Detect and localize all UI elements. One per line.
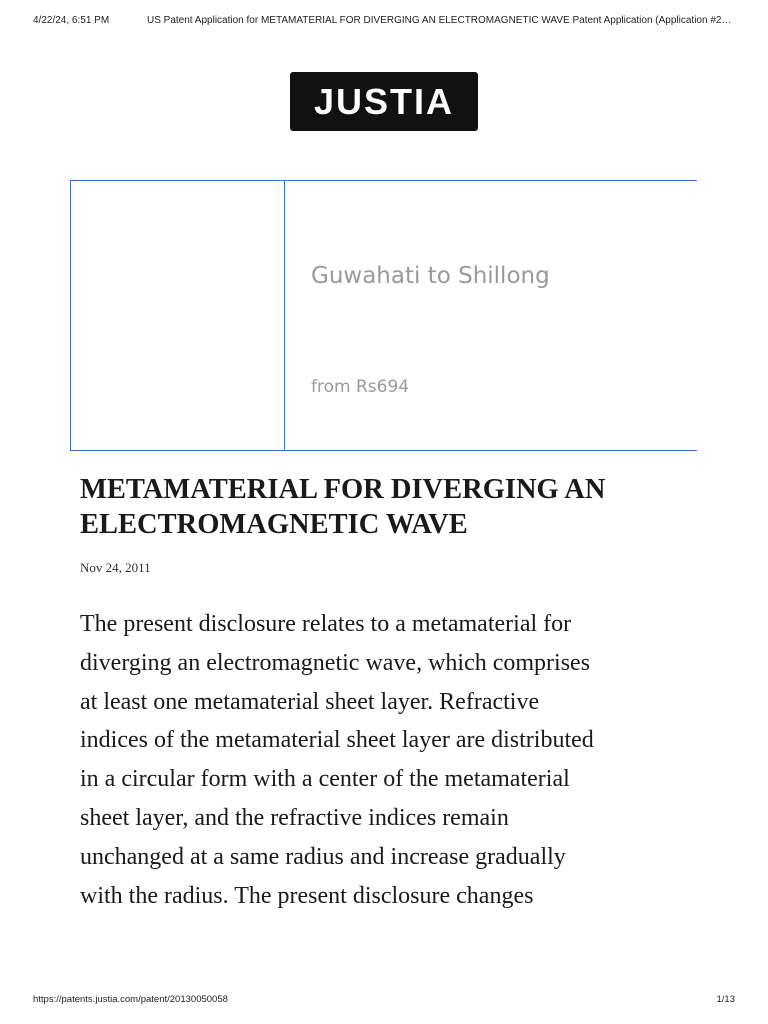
ad-route-text: Guwahati to Shillong [311, 263, 550, 289]
patent-abstract [80, 605, 700, 915]
abstract-line: indices of the metamaterial sheet layer are distributed [80, 727, 594, 754]
patent-date: Nov 24, 2011 [80, 560, 151, 575]
abstract-line: The present disclosure relates to a metamaterial for [80, 611, 572, 637]
patent-title-line: ELECTROMAGNETIC WAVE [80, 509, 468, 540]
print-footer [33, 994, 735, 1008]
print-page-number: 1/13 [716, 994, 735, 1005]
print-url: https://patents.justia.com/patent/20130050058 [33, 994, 228, 1005]
abstract-line: unchanged at a same radius and increase gradually [80, 843, 566, 870]
abstract-line: sheet layer, and the refractive indices remain [80, 804, 509, 831]
advertisement[interactable] [70, 180, 697, 451]
print-document-title: US Patent Application for METAMATERIAL FOR DIVERGING AN ELECTROMAGNETIC WAVE Patent Application (Application #2… [147, 15, 732, 26]
abstract-line: with the radius. The present disclosure changes [80, 882, 534, 909]
abstract-line: diverging an electromagnetic wave, which comprises [80, 649, 591, 676]
print-header [33, 15, 735, 31]
patent-title-line: METAMATERIAL FOR DIVERGING AN [80, 474, 606, 505]
print-timestamp: 4/22/24, 6:51 PM [33, 15, 110, 26]
justia-logo[interactable]: JUSTIA [290, 72, 478, 131]
abstract-line: in a circular form with a center of the metamaterial [80, 766, 570, 793]
ad-image-placeholder [71, 181, 285, 450]
ad-price-text: from Rs694 [311, 377, 410, 397]
patent-title [80, 472, 720, 542]
abstract-line: at least one metamaterial sheet layer. Refractive [80, 688, 540, 715]
